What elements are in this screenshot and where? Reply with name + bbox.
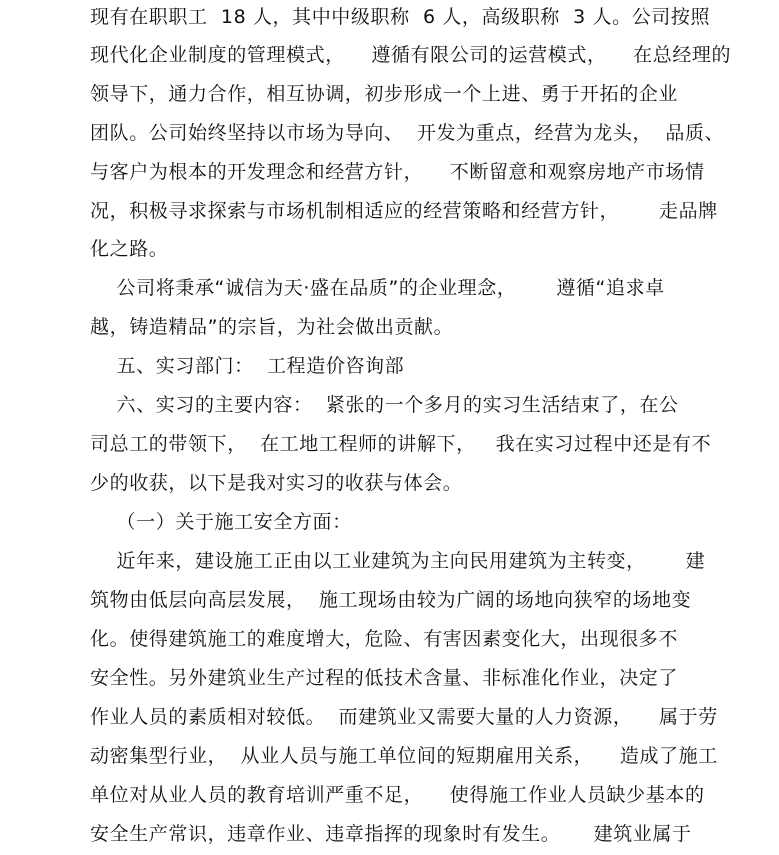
text-line: 单位对从业人员的教育培训严重不足， 使得施工作业人员缺少基本的: [90, 784, 705, 806]
text-line: 现有在职职工 18 人，其中中级职称 6 人，高级职称 3 人。公司按照: [90, 6, 711, 28]
text-line: 作业人员的素质相对较低。 而建筑业又需要大量的人力资源， 属于劳: [90, 706, 718, 728]
text-line: 动密集型行业， 从业人员与施工单位间的短期雇用关系， 造成了施工: [90, 745, 718, 767]
text-line: 司总工的带领下， 在工地工程师的讲解下， 我在实习过程中还是有不: [90, 433, 712, 455]
text-line: 领导下，通力合作，相互协调，初步形成一个上进、勇于开拓的企业: [90, 83, 679, 105]
text-line: 化。使得建筑施工的难度增大，危险、有害因素变化大，出现很多不: [90, 628, 679, 650]
text-line: 安全生产常识，违章作业、违章指挥的现象时有发生。 建筑业属于: [90, 823, 692, 845]
text-line: 现代化企业制度的管理模式， 遵循有限公司的运营模式， 在总经理的: [90, 44, 732, 66]
text-line: 越，铸造精品”的宗旨，为社会做出贡献。: [90, 316, 454, 338]
text-line: 近年来，建设施工正由以工业建筑为主向民用建筑为主转变， 建: [90, 550, 706, 572]
text-line: 六、实习的主要内容： 紧张的一个多月的实习生活结束了，在公: [90, 394, 679, 416]
text-line: 少的收获，以下是我对实习的收获与体会。: [90, 472, 463, 494]
text-line: 化之路。: [90, 238, 169, 260]
text-line: 团队。公司始终坚持以市场为导向、 开发为重点，经营为龙头， 品质、: [90, 122, 725, 144]
subsection-heading: （一）关于施工安全方面：: [90, 511, 352, 533]
text-line: 筑物由低层向高层发展， 施工现场由较为广阔的场地向狭窄的场地变: [90, 589, 692, 611]
section-heading: 五、实习部门： 工程造价咨询部: [90, 355, 405, 377]
text-line: 与客户为根本的开发理念和经营方针， 不断留意和观察房地产市场情: [90, 161, 705, 183]
text-line: 安全性。另外建筑业生产过程的低技术含量、非标准化作业，决定了: [90, 667, 679, 689]
text-line: 公司将秉承“诚信为天·盛在品质”的企业理念， 遵循“追求卓: [90, 277, 665, 299]
text-line: 况，积极寻求探索与市场机制相适应的经营策略和经营方针， 走品牌: [90, 200, 718, 222]
